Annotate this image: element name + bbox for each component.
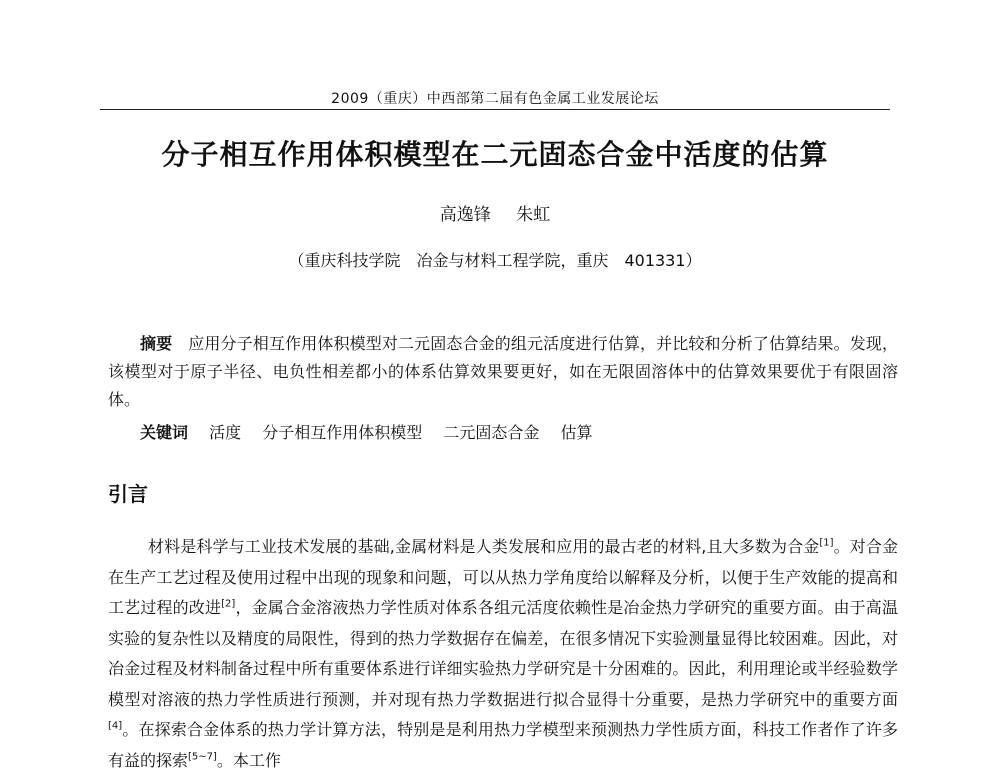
author-name: 高逸锋 [439,205,491,225]
keyword: 二元固态合金 [443,423,540,442]
running-header: 2009（重庆）中西部第二届有色金属工业发展论坛 [331,91,659,107]
keyword: 估算 [560,423,593,442]
section-heading: 引言 [108,482,148,506]
author-name: 朱虹 [516,205,551,225]
citation: [2] [221,598,236,610]
abstract-label: 摘要 [140,334,173,353]
citation: [4] [108,720,123,732]
body-text-segment: 。对合金在生产工艺过程及使用过程中出现的现象和问题，可以从热力学角度给以解释及分析，以便于生产效能的提高和工艺过程的改进 [108,537,898,617]
keywords [140,420,900,443]
citation: [5~7] [188,751,217,763]
paper-title: 分子相互作用体积模型在二元固态合金中活度的估算 [161,138,829,171]
body-text-segment: 材料是科学与工业技术发展的基础,金属材料是人类发展和应用的最古老的材料,且大多数为合金 [148,537,820,556]
body-text-segment: ，金属合金溶液热力学性质对体系各组元活度依赖性是冶金热力学研究的重要方面。由于高温实验的复杂性以及精度的局限性，得到的热力学数据存在偏差，在很多情况下实验测量显得比较困难。因此，对冶金过程及材料制备过程中所有重要体系进行详细实验热力学研究是十分困难的。因此，利用理论或半经验数学模型对溶液的热力学性质进行预测，并对现有热力学数据进行拟合显得十分重要，是热力学研究中的重要方面 [108,598,898,709]
abstract [108,330,898,414]
body-text-segment: 。在探索合金体系的热力学计算方法，特别是是利用热力学模型来预测热力学性质方面，科技工作者作了许多有益的探索 [108,720,898,770]
header-rule [100,109,890,110]
affiliation: （重庆科技学院 冶金与材料工程学院，重庆 401331） [288,251,702,270]
keyword: 活度 [209,423,242,442]
authors [100,200,890,225]
citation: [1] [819,537,834,549]
body-text-segment: 。本工作 [216,750,281,770]
abstract-text: 应用分子相互作用体积模型对二元固态合金的组元活度进行估算，并比较和分析了估算结果。发现，该模型对于原子半径、电负性相差都小的体系估算效果要更好，如在无限固溶体中的估算效果要优于有限固溶体。 [108,334,898,409]
body-paragraph [108,532,898,776]
keyword: 分子相互作用体积模型 [262,423,423,442]
keywords-label: 关键词 [140,423,189,442]
